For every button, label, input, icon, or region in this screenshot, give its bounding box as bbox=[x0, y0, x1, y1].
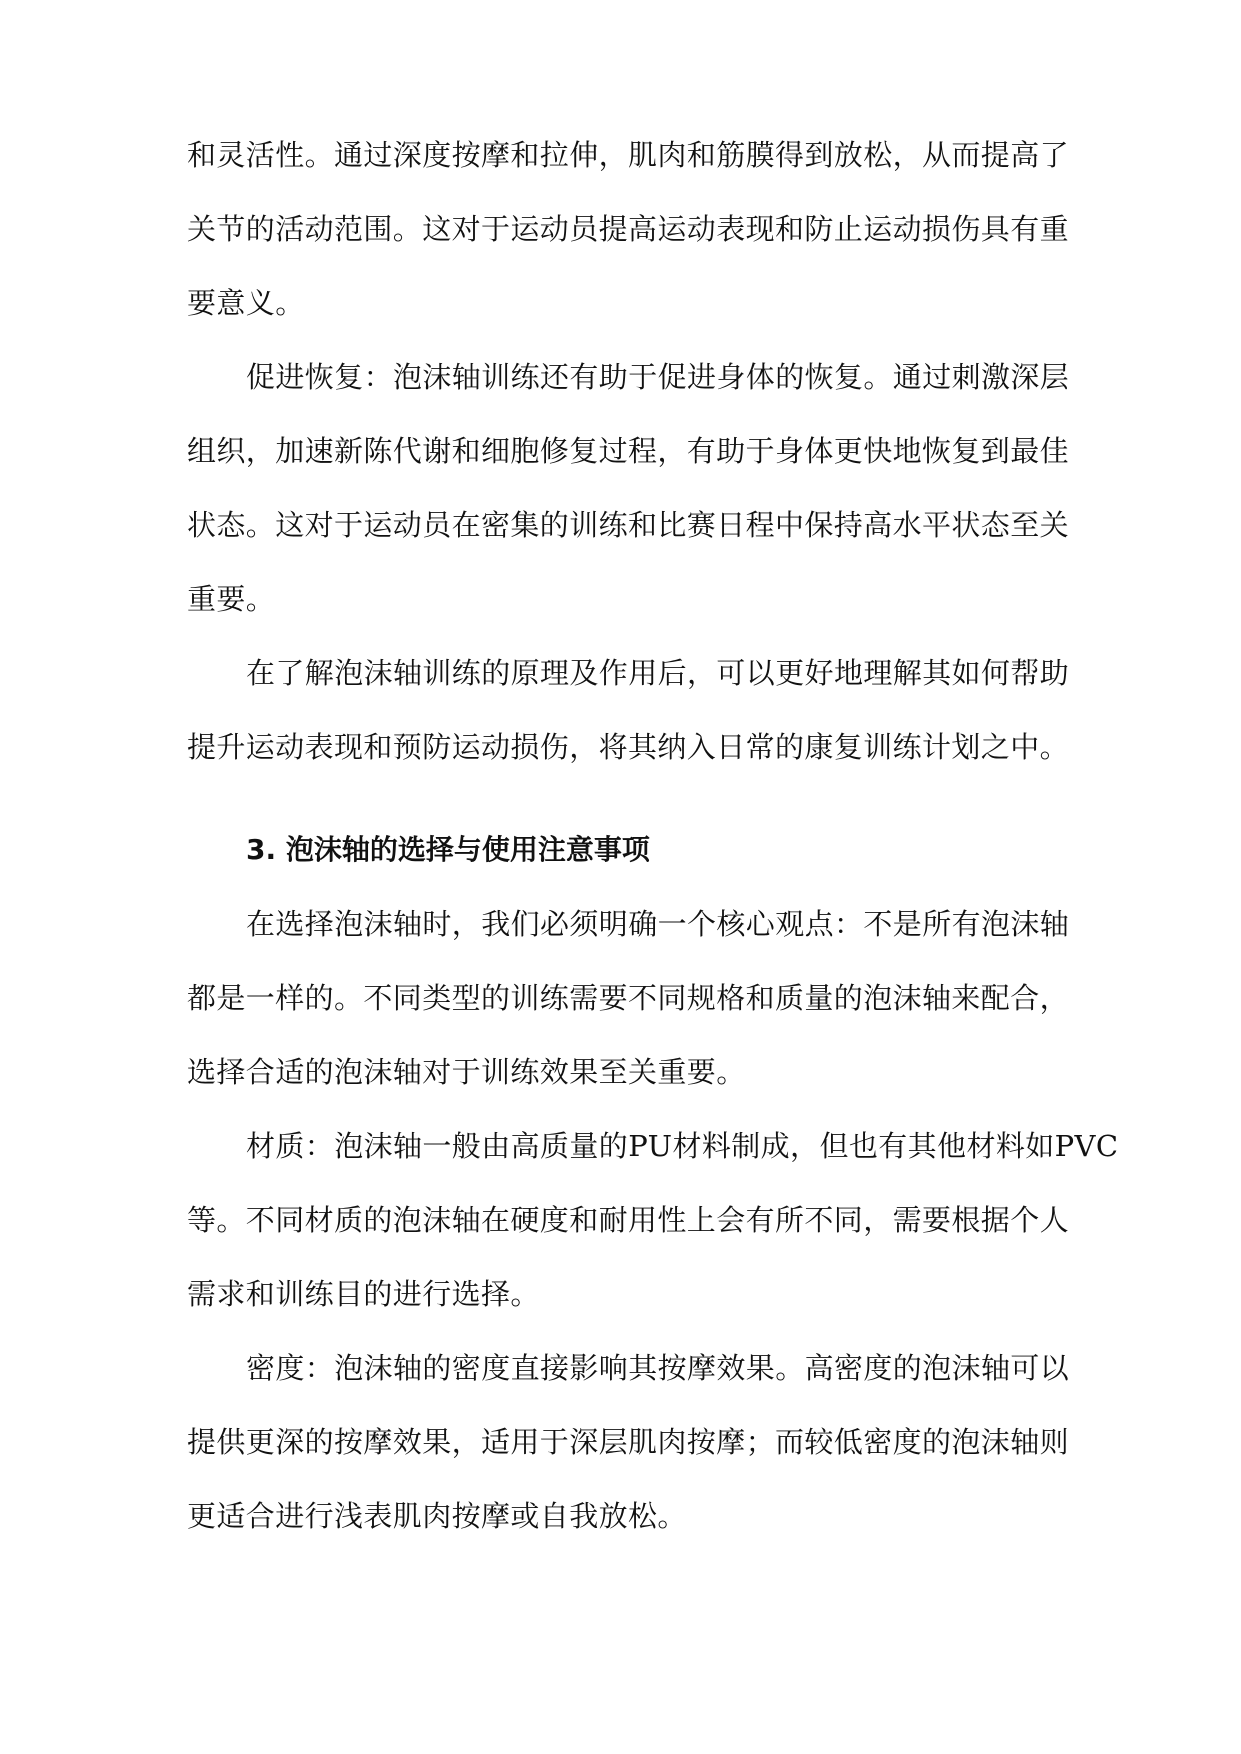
paragraph-summary-line-1: 在了解泡沫轴训练的原理及作用后，可以更好地理解其如何帮助 bbox=[246, 656, 1070, 690]
paragraph-selection-line-2: 都是一样的。不同类型的训练需要不同规格和质量的泡沫轴来配合， bbox=[187, 981, 1070, 1015]
paragraph-recovery-line-1: 促进恢复：泡沫轴训练还有助于促进身体的恢复。通过刺激深层 bbox=[246, 360, 1070, 394]
paragraph-flexibility-line-2: 关节的活动范围。这对于运动员提高运动表现和防止运动损伤具有重 bbox=[187, 212, 1070, 246]
paragraph-selection-line-1: 在选择泡沫轴时，我们必须明确一个核心观点：不是所有泡沫轴 bbox=[246, 907, 1070, 941]
paragraph-density-line-3: 更适合进行浅表肌肉按摩或自我放松。 bbox=[187, 1499, 687, 1533]
paragraph-flexibility-line-1: 和灵活性。通过深度按摩和拉伸，肌肉和筋膜得到放松，从而提高了 bbox=[187, 138, 1070, 172]
paragraph-summary-line-2: 提升运动表现和预防运动损伤，将其纳入日常的康复训练计划之中。 bbox=[187, 730, 1070, 764]
paragraph-material-line-1: 材质：泡沫轴一般由高质量的PU材料制成，但也有其他材料如PVC bbox=[246, 1129, 1119, 1163]
paragraph-material-line-2: 等。不同材质的泡沫轴在硬度和耐用性上会有所不同，需要根据个人 bbox=[187, 1203, 1070, 1237]
paragraph-flexibility-line-3: 要意义。 bbox=[187, 286, 305, 320]
paragraph-density-line-2: 提供更深的按摩效果，适用于深层肌肉按摩；而较低密度的泡沫轴则 bbox=[187, 1425, 1070, 1459]
section-heading: 3. 泡沫轴的选择与使用注意事项 bbox=[246, 833, 650, 866]
paragraph-recovery-line-4: 重要。 bbox=[187, 582, 276, 616]
paragraph-material-line-3: 需求和训练目的进行选择。 bbox=[187, 1277, 540, 1311]
paragraph-recovery-line-2: 组织，加速新陈代谢和细胞修复过程，有助于身体更快地恢复到最佳 bbox=[187, 434, 1070, 468]
paragraph-selection-line-3: 选择合适的泡沫轴对于训练效果至关重要。 bbox=[187, 1055, 746, 1089]
paragraph-recovery-line-3: 状态。这对于运动员在密集的训练和比赛日程中保持高水平状态至关 bbox=[187, 508, 1070, 542]
paragraph-density-line-1: 密度：泡沫轴的密度直接影响其按摩效果。高密度的泡沫轴可以 bbox=[246, 1351, 1070, 1385]
